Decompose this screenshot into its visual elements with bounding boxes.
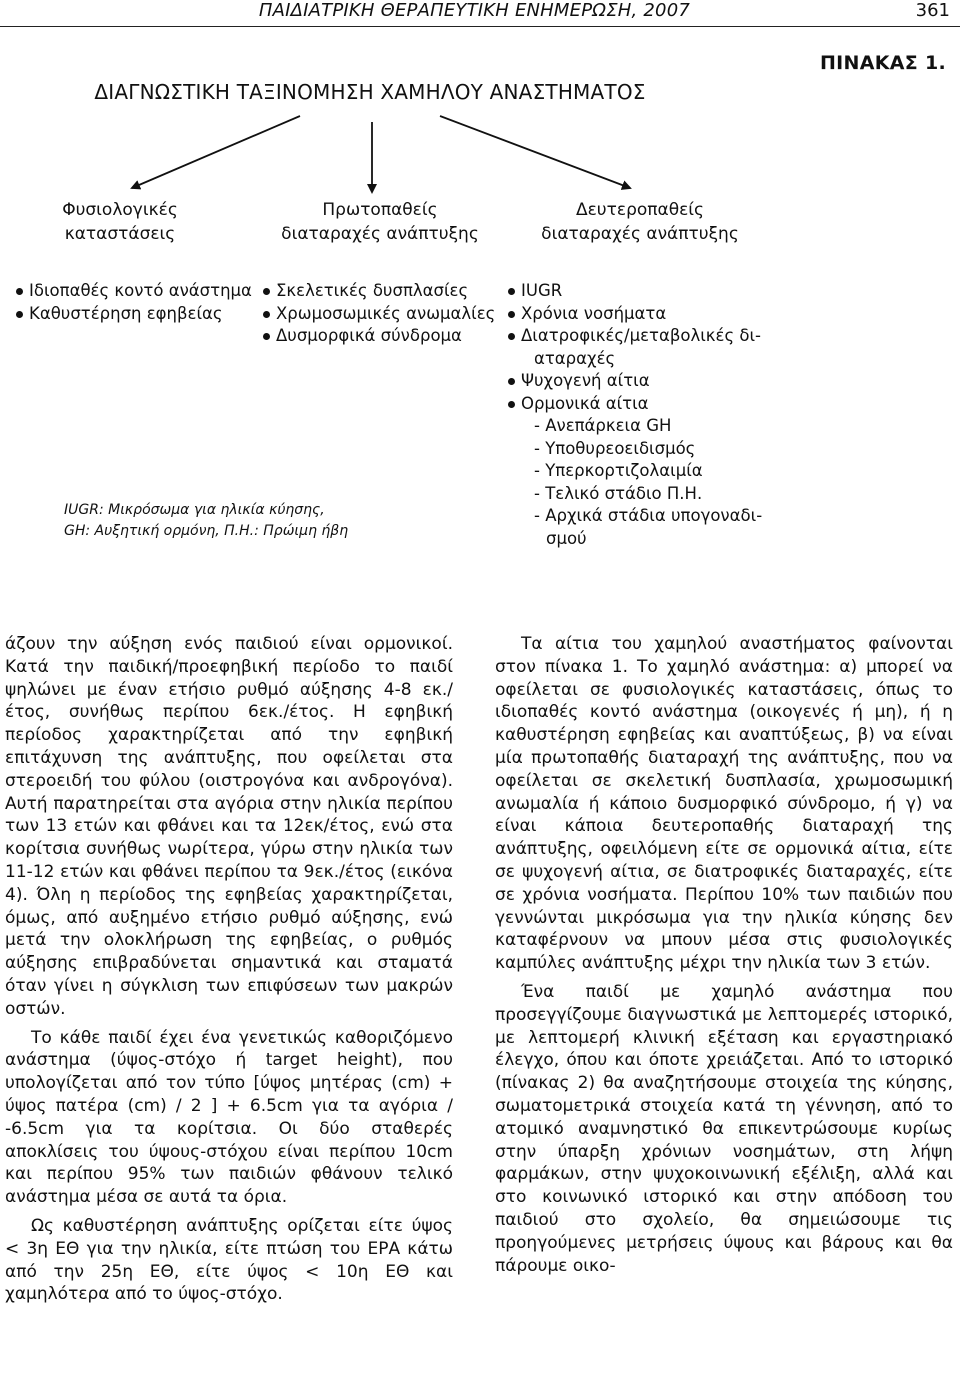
category-line: Φυσιολογικές: [62, 200, 178, 220]
body-column-left: [5, 633, 453, 1312]
paragraph: Ως καθυστέρηση ανάπτυξης ορίζεται είτε ύψος < 3η ΕΘ για την ηλικία, είτε πτώση του ΕΡΑ κάτω από την 25η ΕΘ, είτε ύψος < 10η ΕΘ και χαμηλότερα από το ύψος-στόχο.: [5, 1215, 453, 1305]
list-item: Ιδιοπαθές κοντό ανάστημα: [16, 280, 252, 303]
category-line: Πρωτοπαθείς: [322, 200, 438, 220]
list-item: Σκελετικές δυσπλασίες: [263, 280, 495, 303]
page-number: 361: [915, 0, 950, 21]
category-primary: [270, 198, 490, 246]
list-item: Ορμονικά αίτια: [508, 393, 762, 416]
list-subitem-continuation: σμού: [546, 528, 587, 548]
category-physiological: [20, 198, 220, 246]
category-secondary: [520, 198, 760, 246]
abbreviations-note: [64, 500, 348, 542]
paragraph: Ένα παιδί με χαμηλό ανάστημα που προσεγγίζουμε διαγνωστικά με λεπτομερές ιστορικό, με λεπτομερή κλινική εξέταση και εργαστηριακό έλεγχο, όπου και όποτε χρειάζεται. Από το ιστορικό (πίνακας 2) θα αναζητήσουμε στοιχεία της κύησης, σωματομετρικά στοιχεία κατά τη γέννηση, από το ατομικό αναμνηστικό θα επικεντρώσουμε κυρίως στην ύπαρξη χρόνιων νοσημάτων, στη λήψη φαρμάκων, στην ψυχοκοινωνική εξέλιξη, αλλά και στο κοινωνικό ιστορικό και στην απόδοση του παιδιού στο σχολείο, θα σημειώσουμε τις προηγούμενες μετρήσεις ύψους και βάρους και θα πάρουμε οικο-: [495, 981, 953, 1276]
paragraph: Το κάθε παιδί έχει ένα γενετικώς καθοριζόμενο ανάστημα (ύψος-στόχο ή target height), που υπολογίζεται από τον τύπο [ύψος μητέρας (cm) + ύψος πατέρα (cm) / 2 ] + 6.5cm για τα αγόρια / -6.5cm για τα κορίτσια. Οι δύο σταθερές αποκλίσεις του ύψους-στόχου είναι περίπου 10cm και περίπου 95% των παιδιών φθάνουν τελικό ανάστημα μέσα σε αυτά τα όρια.: [5, 1027, 453, 1208]
table-label: ΠΙΝΑΚΑΣ 1.: [819, 52, 946, 74]
category-line: διαταραχές ανάπτυξης: [281, 224, 479, 244]
paragraph: Τα αίτια του χαμηλού αναστήματος φαίνονται στον πίνακα 1. Το χαμηλό ανάστημα: α) μπορεί να οφείλεται σε φυσιολογικές καταστάσεις, όπως το ιδιοπαθές κοντό ανάστημα (οικογενές ή μη), ή η καθυστέρηση εφηβείας και αναπτύξεως, β) να είναι μία πρωτοπαθής διαταραχή της ανάπτυξης, που να οφείλεται σε σκελετική δυσπλασία, χρωμοσωμική ανωμαλία ή κάποιο δυσμορφικό σύνδρομο, ή γ) να είναι κάποια δευτεροπαθής διαταραχή της ανάπτυξης, οφειλόμενη είτε σε ορμονικά αίτια, είτε σε ψυχογενή αίτια, σε διατροφικές διαταραχές, είτε σε χρόνια νοσήματα. Περίπου 10% των παιδιών που γεννώνται μικρόσωμα για την ηλικία κύησης δεν καταφέρνουν να μπουν μέσα στις φυσιολογικές καμπύλες ανάπτυξης μέχρι την ηλικία των 3 ετών.: [495, 634, 953, 974]
list-subitem: - Υπερκορτιζολαιμία: [534, 461, 703, 480]
abbreviation-line: GH: Αυξητική ορμόνη, Π.Η.: Πρώιμη ήβη: [64, 523, 349, 539]
list-item: IUGR: [508, 280, 762, 303]
physiological-causes-list: [16, 280, 252, 325]
body-column-right: [495, 633, 953, 1283]
category-line: καταστάσεις: [64, 224, 176, 244]
category-line: διαταραχές ανάπτυξης: [541, 224, 739, 244]
journal-title: ΠΑΙΔΙΑΤΡΙΚΗ ΘΕΡΑΠΕΥΤΙΚΗ ΕΝΗΜΕΡΩΣΗ, 2007: [258, 0, 690, 21]
list-subitem: - Τελικό στάδιο Π.Η.: [534, 483, 703, 503]
list-item: Χρόνια νοσήματα: [508, 303, 762, 326]
primary-causes-list: [263, 280, 495, 348]
list-item-continuation: αταραχές: [534, 348, 616, 368]
running-header: [0, 0, 960, 40]
list-item: Ψυχογενή αίτια: [508, 370, 762, 393]
list-subitem: - Ανεπάρκεια GH: [534, 416, 672, 435]
category-line: Δευτεροπαθείς: [575, 200, 705, 220]
paragraph: άζουν την αύξηση ενός παιδιού είναι ορμονικοί. Κατά την παιδική/προεφηβική περίοδο το παιδί ψηλώνει με έναν ετήσιο ρυθμό αύξησης 4-8 εκ./έτος, συνήθως περίπου 6εκ./έτος. Η εφηβική περίοδος χαρακτηρίζεται από την εφηβική επιτάχυνση της ανάπτυξης, που οφείλεται στα στεροειδή του φύλου (οιστρογόνα και ανδρογόνα). Αυτή παρατηρείται στα αγόρια στην ηλικία περίπου των 13 ετών και φθάνει και τα 12εκ/έτος, ενώ στα κορίτσια συνήθως νωρίτερα, γύρω στην ηλικία των 11-12 ετών και φθάνει περίπου τα 9εκ./έτος (εικόνα 4). Όλη η περίοδος της εφηβείας χαρακτηρίζεται, όμως, από αυξημένο ετήσιο ρυθμό αύξησης, ενώ μετά την ολοκλήρωση της εφηβείας, ο ρυθμός αύξησης επιβραδύνεται σημαντικά και σταματά όταν γίνει η σύγκλιση των επιφύσεων των μακρών οστών.: [5, 634, 453, 1019]
list-subitem: - Υποθυρεοειδισμός: [534, 438, 696, 458]
arrow-to-physiological: [132, 116, 300, 188]
diagram-arrows: [0, 100, 960, 200]
list-item: Δυσμορφικά σύνδρομα: [263, 325, 495, 348]
list-item: Διατροφικές/μεταβολικές δι-: [508, 325, 762, 348]
abbreviation-line: IUGR: Μικρόσωμα για ηλικία κύησης,: [64, 502, 325, 518]
secondary-causes-list: [508, 280, 762, 550]
list-subitem: - Αρχικά στάδια υπογοναδι-: [534, 506, 763, 525]
list-item: Καθυστέρηση εφηβείας: [16, 303, 252, 326]
diagram-title: ΔΙΑΓΝΩΣΤΙΚΗ ΤΑΞΙΝΟΜΗΣΗ ΧΑΜΗΛΟΥ ΑΝΑΣΤΗΜΑΤΟΣ: [94, 80, 646, 104]
list-item: Χρωμοσωμικές ανωμαλίες: [263, 303, 495, 326]
arrow-to-secondary: [440, 116, 630, 188]
header-rule: [0, 26, 960, 27]
